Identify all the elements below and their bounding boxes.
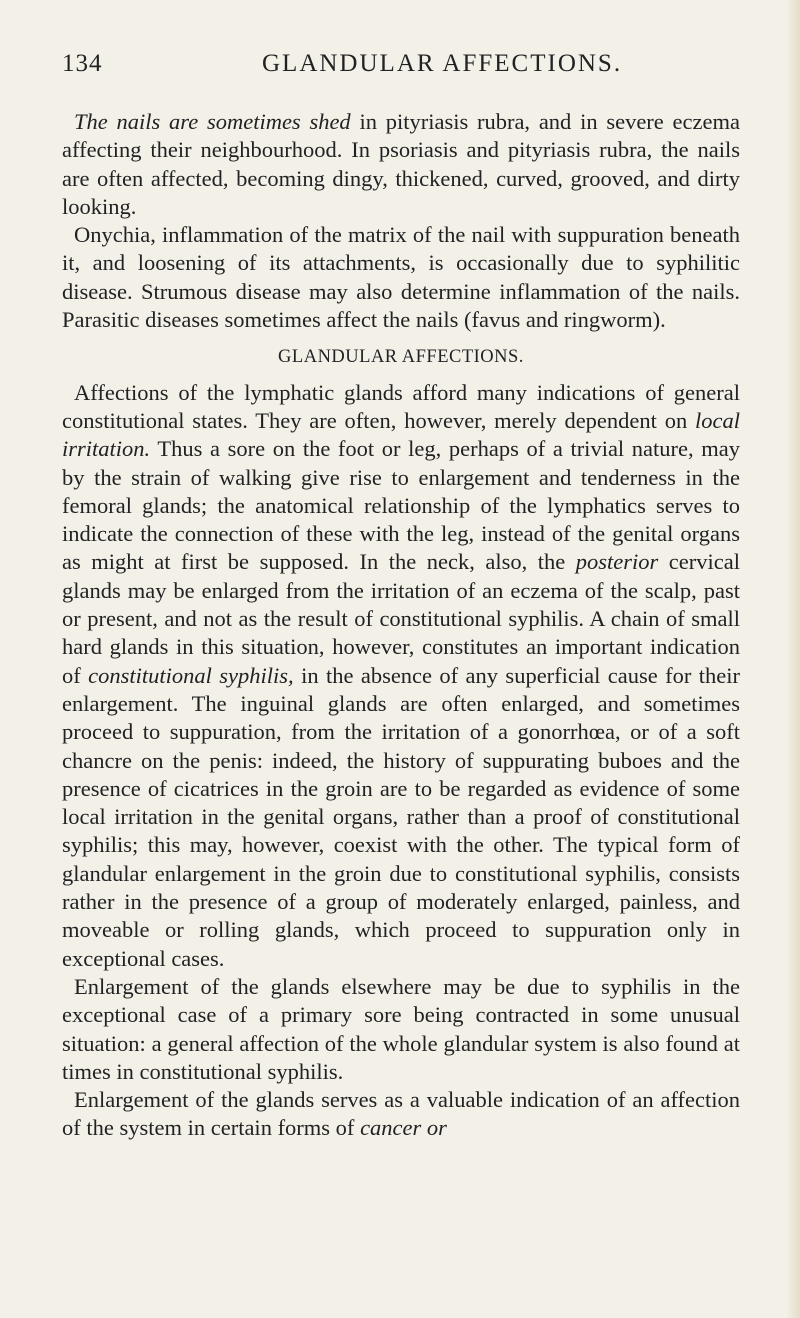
- paragraph-text: Affections of the lymphatic glands afford many indications of general constitutional states. They are often, however, merely dependent on: [62, 379, 740, 433]
- section-heading: GLANDULAR AFFECTIONS.: [278, 347, 524, 368]
- italic-phrase: The nails are sometimes shed: [74, 109, 351, 134]
- page-edge: [786, 0, 800, 1318]
- page-header: [62, 50, 740, 90]
- paragraph-text: Enlargement of the glands serves as a valuable indication of an affection of the system in certain forms of: [62, 1087, 740, 1141]
- page-number: 134: [62, 50, 103, 77]
- paragraph-onychia: Onychia, inflammation of the matrix of the nail with suppuration beneath it, and loosening of its attachments, is occasionally due to syphilitic disease. Strumous disease may also determine inflammation of the nails. Parasitic diseases sometimes affect the nails (favus and ringworm).: [62, 222, 740, 333]
- paragraph-nails-shed: [62, 108, 740, 221]
- paragraph-text: in the absence of any superficial cause for their enlargement. The inguinal glands are often enlarged, and sometimes proceed to suppuration, from the irritation of a gonorrhœa, or of a soft chancre on the penis: indeed, the history of suppurating buboes and the presence of cicatrices in the groin are to be regarded as evidence of some local irritation in the genital organs, rather than a proof of constitutional syphilis; this may, however, coexist with the other. The typical form of glandular enlargement in the groin due to constitutional syphilis, consists rather in the presence of a group of moderately enlarged, painless, and moveable or rolling glands, which proceed to suppuration only in exceptional cases.: [62, 662, 740, 971]
- italic-phrase: posterior: [575, 549, 659, 575]
- paragraph-text: Thus a sore on the foot or leg, perhaps of a trivial nature, may by the strain of walking give rise to enlargement and tenderness in the femoral glands; the anatomical relationship of the lymphatics serves to indicate the connection of these with the leg, instead of the genital organs as might at first be supposed. In the neck, also, the: [62, 436, 740, 575]
- paragraph-enlargement-cancer: [62, 1086, 740, 1143]
- italic-phrase: constitutional syphilis,: [88, 662, 294, 688]
- paragraph-enlargement-elsewhere: Enlargement of the glands elsewhere may be due to syphilis in the exceptional case of a primary sore being contracted in some unusual situation: a general affection of the whole glandular system is also found at times in constitutional syphilis.: [62, 973, 740, 1084]
- italic-phrase: local irritation.: [62, 407, 740, 462]
- running-title: GLANDULAR AFFECTIONS.: [262, 50, 623, 77]
- paragraph-text: in pityriasis rubra, and in severe eczema affecting their neighbourhood. In psoriasis and pityriasis rubra, the nails are often affected, becoming dingy, thickened, curved, grooved, and dirty looking.: [62, 109, 740, 219]
- paragraph-lymphatic-glands: [62, 379, 740, 973]
- body-text: [62, 108, 740, 1143]
- italic-phrase: cancer or: [360, 1115, 447, 1141]
- paragraph-text: cervical glands may be enlarged from the irritation of an eczema of the scalp, past or present, and not as the result of constitutional syphilis. A chain of small hard glands in this situation, however, constitutes an important indication of: [62, 549, 740, 688]
